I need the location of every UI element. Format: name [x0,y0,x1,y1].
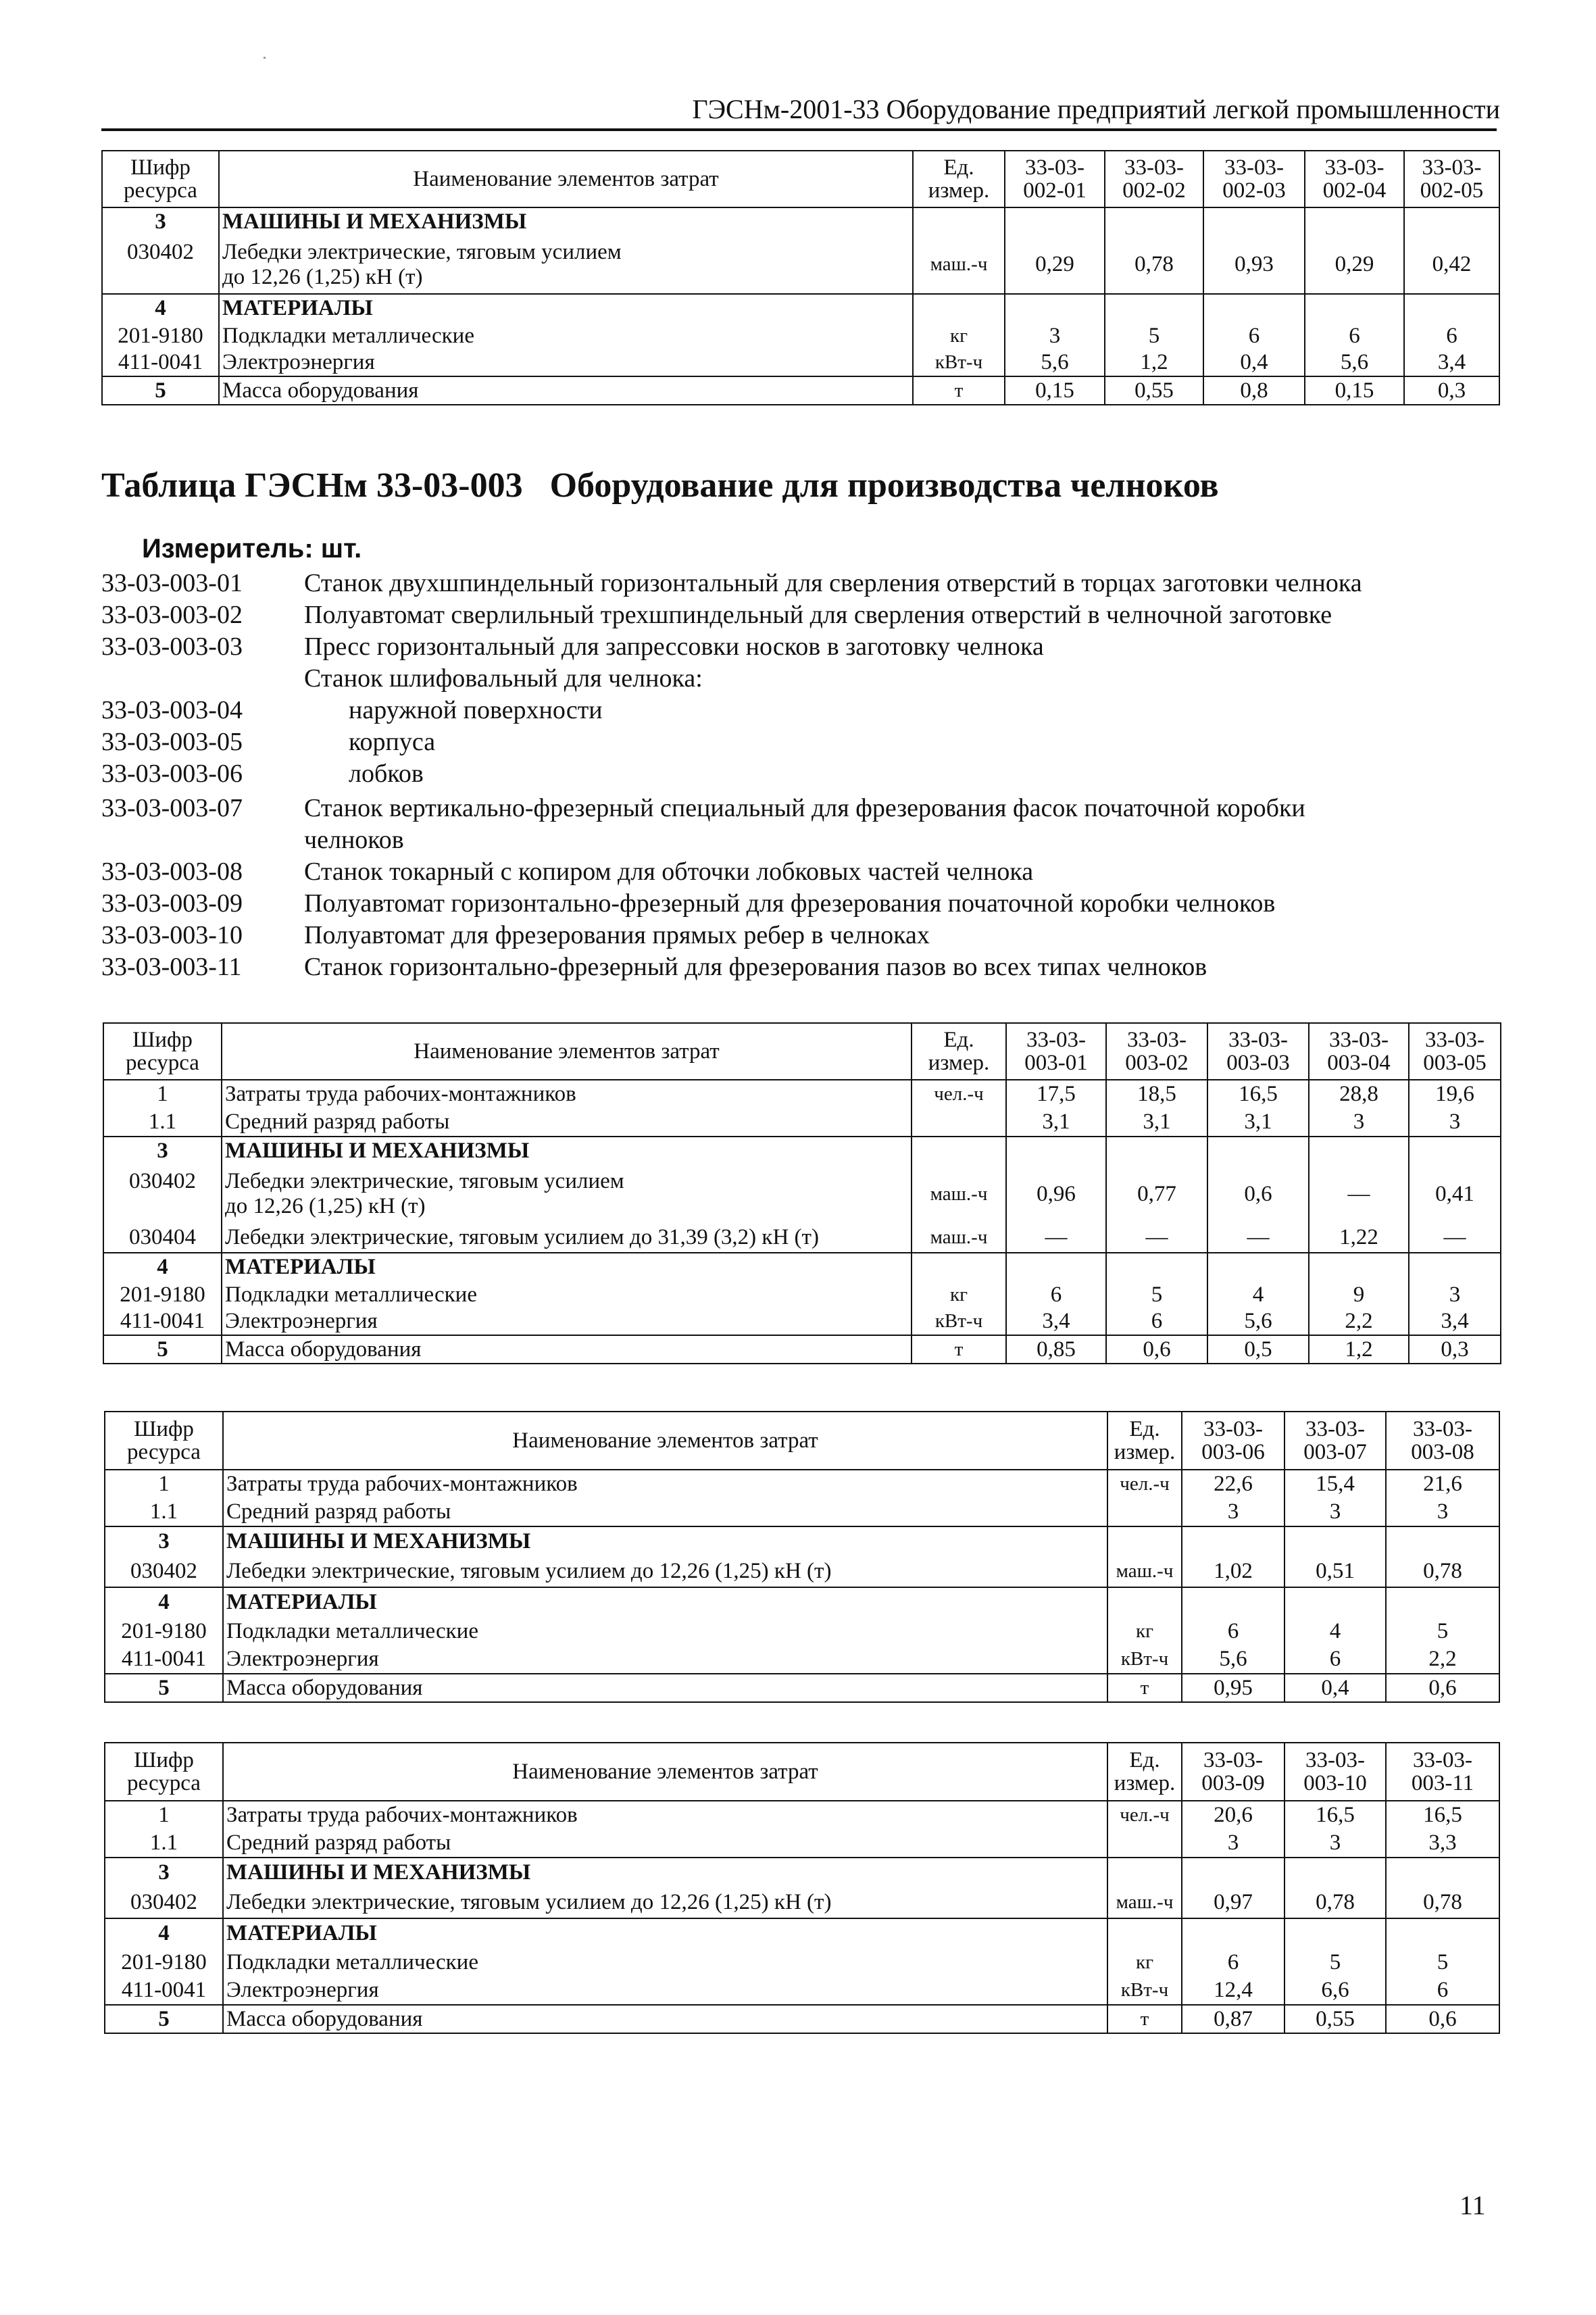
list-item: 33-03-003-05 корпуса [101,728,436,756]
scan-speck [264,57,266,59]
header-name: Наименование элементов затрат [222,1023,912,1080]
table-row: 4 МАТЕРИАЛЫ [105,1918,1499,1948]
header-code: Шифр ресурса [105,1743,223,1801]
table-row: 1.1 Средний разряд работы 3 3 3 [105,1498,1499,1526]
resource-table-003-01-05 [103,1022,1501,1364]
header-name: Наименование элементов затрат [223,1412,1107,1470]
list-item: 33-03-003-04 наружной поверхности [101,696,603,724]
header-unit: Ед. измер. [1107,1412,1182,1470]
table-row: 3 МАШИНЫ И МЕХАНИЗМЫ [105,1858,1499,1887]
header-unit: Ед. измер. [1107,1743,1182,1801]
resource-table-002 [101,150,1500,405]
table-row: 201-9180 Подкладки металлические кг 6 5 4 9 3 [103,1281,1501,1308]
header-column: 33-03- 002-05 [1404,151,1499,207]
table-row: 030402 Лебедки электрические, тяговым усилием до 12,26 (1,25) кН (т) маш.-ч 0,97 0,78 0,78 [105,1887,1499,1918]
table-row: 030404 Лебедки электрические, тяговым усилием до 31,39 (3,2) кН (т) маш.-ч — — — 1,22 — [103,1223,1501,1253]
table-row: 3 МАШИНЫ И МЕХАНИЗМЫ [103,1137,1501,1165]
table-row: 1.1 Средний разряд работы 3 3 3,3 [105,1829,1499,1858]
table-row: 030402 Лебедки электрические, тяговым усилием до 12,26 (1,25) кН (т) маш.-ч 1,02 0,51 0,78 [105,1556,1499,1587]
header-column: 33-03- 003-01 [1006,1023,1106,1080]
list-item: 33-03-003-07 Станок вертикально-фрезерный специальный для фрезерования фасок початочной коробки челноков [101,794,1305,854]
header-column: 33-03- 003-05 [1409,1023,1501,1080]
header-code: Шифр ресурса [103,1023,222,1080]
list-item: 33-03-003-06 лобков [101,760,424,788]
resource-table-003-06-08 [104,1411,1500,1703]
table-row: 201-9180 Подкладки металлические кг 6 5 5 [105,1948,1499,1976]
header-column: 33-03- 003-04 [1309,1023,1409,1080]
header-code: Шифр ресурса [102,151,219,207]
table-row: 030402 Лебедки электрические, тяговым усилием до 12,26 (1,25) кН (т) маш.-ч 0,29 0,78 0,93 0,29 0,42 [102,236,1499,294]
header-column: 33-03- 003-11 [1386,1743,1499,1801]
table-row: 1 Затраты труда рабочих-монтажников чел.-ч 20,6 16,5 16,5 [105,1801,1499,1829]
table-row: 1 Затраты труда рабочих-монтажников чел.-ч 17,5 18,5 16,5 28,8 19,6 [103,1080,1501,1108]
measure-unit: Измеритель: шт. [142,534,362,564]
list-item: 33-03-003-03 Пресс горизонтальный для запрессовки носков в заготовку челнока [101,632,1044,661]
header-rule [101,128,1497,131]
page-number: 11 [1460,2190,1486,2220]
running-header: ГЭСНм-2001-33 Оборудование предприятий легкой промышленности [692,94,1500,124]
table-row: 411-0041 Электроэнергия кВт-ч 5,6 1,2 0,4 5,6 3,4 [102,349,1499,376]
header-column: 33-03- 002-04 [1305,151,1404,207]
list-item: 33-03-003-09 Полуавтомат горизонтально-фрезерный для фрезерования початочной коробки челноков [101,889,1276,918]
table-row: 411-0041 Электроэнергия кВт-ч 3,4 6 5,6 2,2 3,4 [103,1308,1501,1335]
list-item: 33-03-003-01 Станок двухшпиндельный горизонтальный для сверления отверстий в торцах заготовки челнока [101,569,1362,597]
table-row: 1 Затраты труда рабочих-монтажников чел.-ч 22,6 15,4 21,6 [105,1470,1499,1498]
list-item: 33-03-003-08 Станок токарный с копиром для обточки лобковых частей челнока [101,857,1034,886]
table-label: Таблица ГЭСНм 33-03-003 [101,466,523,505]
table-row: 201-9180 Подкладки металлические кг 3 5 6 6 6 [102,322,1499,349]
header-column: 33-03- 003-10 [1285,1743,1386,1801]
table-row: 030402 Лебедки электрические, тяговым усилием до 12,26 (1,25) кН (т) маш.-ч 0,96 0,77 0,6 — 0,41 [103,1165,1501,1223]
table-row: 411-0041 Электроэнергия кВт-ч 5,6 6 2,2 [105,1645,1499,1674]
table-title: Оборудование для производства челноков [549,466,1219,505]
list-item: 33-03-003-11 Станок горизонтально-фрезерный для фрезерования пазов во всех типах челноков [101,953,1207,981]
table-row: 4 МАТЕРИАЛЫ [103,1253,1501,1281]
table-row: 5 Масса оборудования т 0,87 0,55 0,6 [105,2005,1499,2033]
header-column: 33-03- 002-03 [1203,151,1305,207]
header-column: 33-03- 003-03 [1207,1023,1309,1080]
table-row: 1.1 Средний разряд работы 3,1 3,1 3,1 3 3 [103,1108,1501,1137]
header-name: Наименование элементов затрат [223,1743,1107,1801]
table-row: 5 Масса оборудования т 0,95 0,4 0,6 [105,1674,1499,1702]
item-list [101,568,1507,983]
header-column: 33-03- 003-06 [1182,1412,1285,1470]
table-row: 411-0041 Электроэнергия кВт-ч 12,4 6,6 6 [105,1976,1499,2005]
header-name: Наименование элементов затрат [219,151,913,207]
header-code: Шифр ресурса [105,1412,223,1470]
table-row: 4 МАТЕРИАЛЫ [102,294,1499,322]
table-row: 5 Масса оборудования т 0,85 0,6 0,5 1,2 0,3 [103,1335,1501,1364]
table-row: 3 МАШИНЫ И МЕХАНИЗМЫ [102,207,1499,236]
list-item: Станок шлифовальный для челнока: [304,664,703,693]
header-column: 33-03- 002-02 [1105,151,1203,207]
table-row: 201-9180 Подкладки металлические кг 6 4 5 [105,1617,1499,1645]
list-item: 33-03-003-02 Полуавтомат сверлильный трехшпиндельный для сверления отверстий в челночной заготовке [101,601,1332,629]
section-title [101,465,1520,507]
header-unit: Ед. измер. [912,1023,1006,1080]
header-column: 33-03- 003-08 [1386,1412,1499,1470]
header-column: 33-03- 002-01 [1005,151,1105,207]
header-column: 33-03- 003-02 [1106,1023,1207,1080]
resource-table-003-09-11 [104,1742,1500,2034]
table-row: 4 МАТЕРИАЛЫ [105,1587,1499,1617]
list-item: 33-03-003-10 Полуавтомат для фрезерования прямых ребер в челноках [101,921,930,949]
header-unit: Ед. измер. [913,151,1005,207]
table-row: 5 Масса оборудования т 0,15 0,55 0,8 0,15 0,3 [102,376,1499,405]
header-column: 33-03- 003-09 [1182,1743,1285,1801]
table-row: 3 МАШИНЫ И МЕХАНИЗМЫ [105,1526,1499,1556]
header-column: 33-03- 003-07 [1285,1412,1386,1470]
